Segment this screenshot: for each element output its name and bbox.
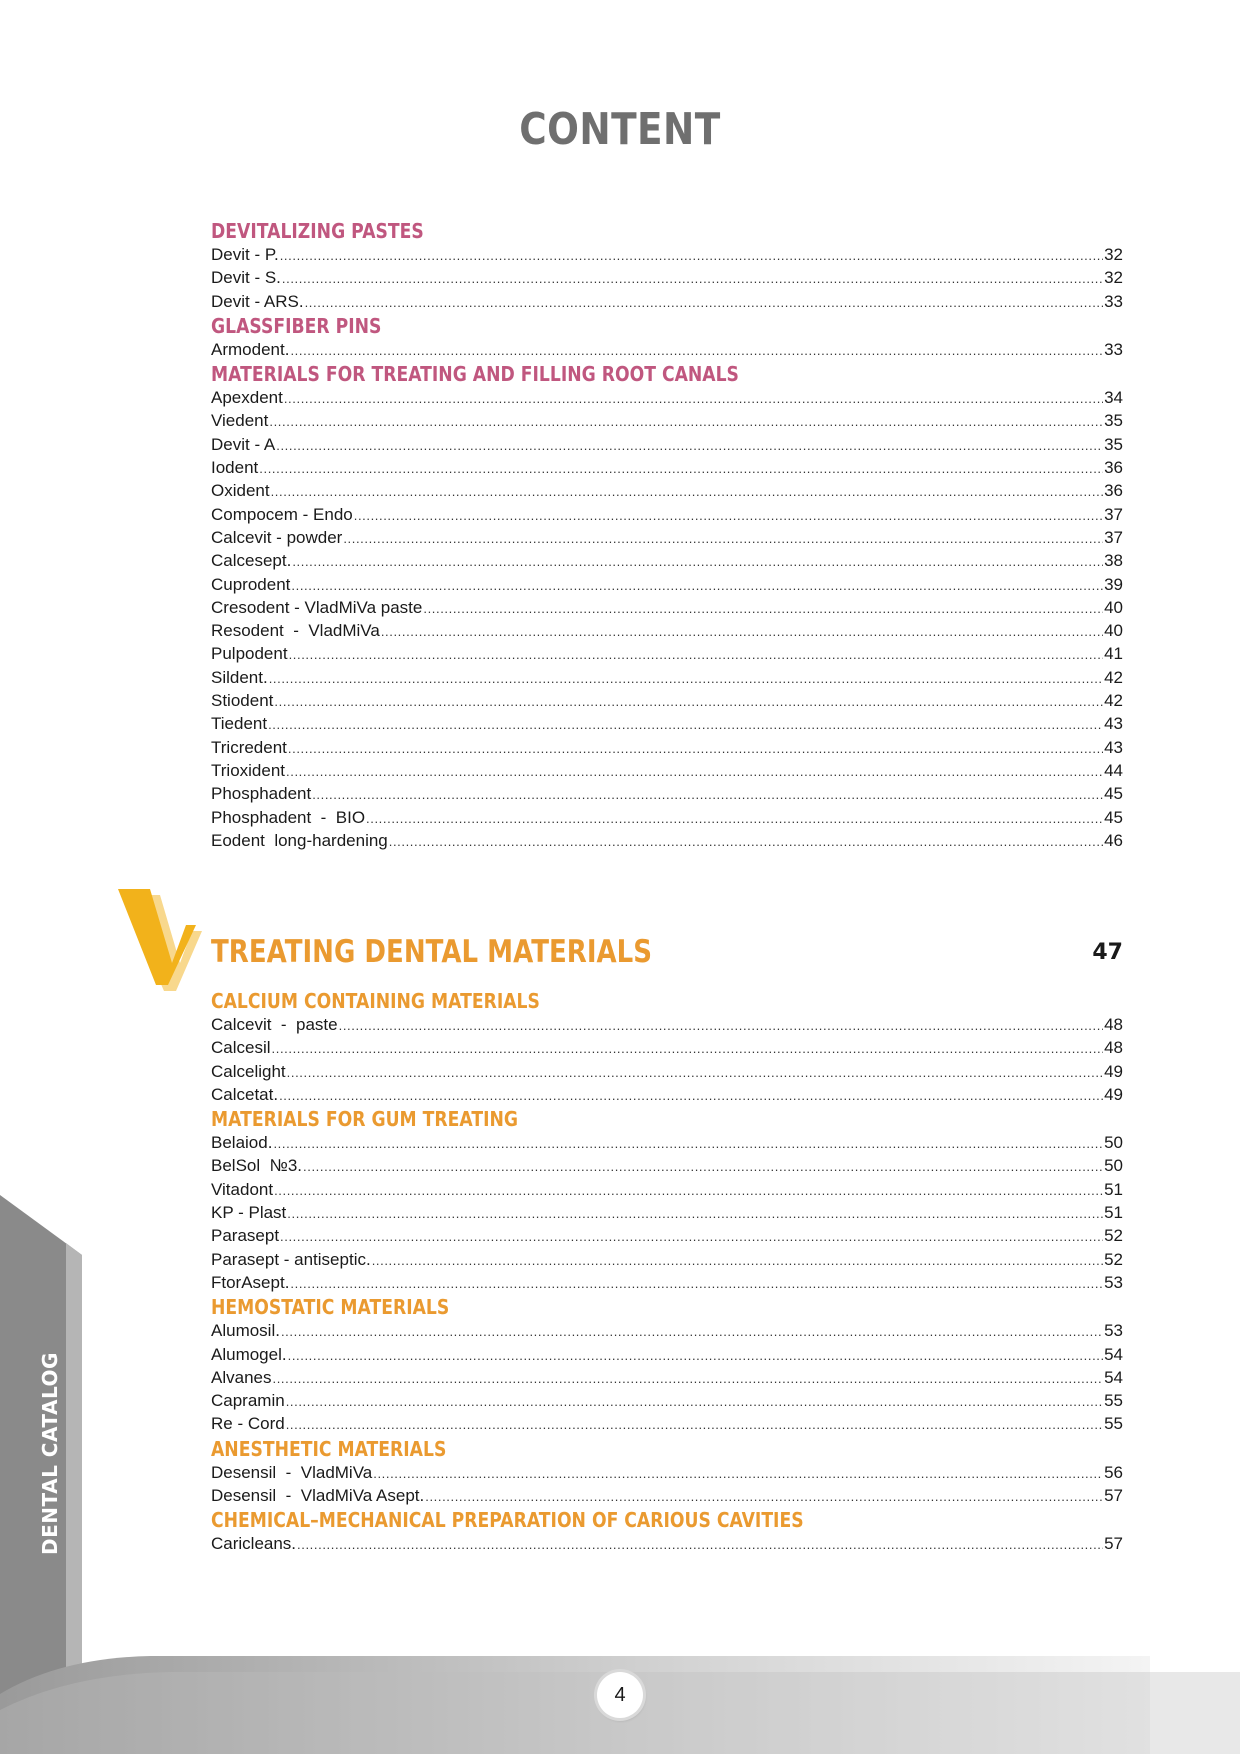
- toc-leader-dots: [274, 690, 1103, 713]
- toc-entry[interactable]: [211, 782, 1123, 805]
- toc-entry[interactable]: [211, 1271, 1123, 1294]
- toc-entry-name: Calcelight: [211, 1061, 286, 1081]
- page-title: CONTENT: [519, 104, 721, 155]
- toc-entry-name: Cresodent - VladMiVa paste: [211, 597, 423, 617]
- toc-entry-page: 37: [1104, 504, 1123, 524]
- toc-leader-dots: [312, 783, 1103, 806]
- toc-entry-name: Re - Cord: [211, 1414, 285, 1434]
- toc-entry[interactable]: [211, 806, 1123, 829]
- toc-entry-page: 52: [1104, 1249, 1123, 1269]
- toc-bottom-block: [211, 988, 1123, 1556]
- toc-entry[interactable]: [211, 1248, 1123, 1271]
- toc-entry[interactable]: [211, 338, 1123, 361]
- toc-entry[interactable]: [211, 736, 1123, 759]
- toc-entry[interactable]: [211, 1013, 1123, 1036]
- toc-entry-name: Alumosil.: [211, 1321, 280, 1341]
- toc-leader-dots: [269, 667, 1103, 690]
- toc-entry-page: 45: [1104, 807, 1123, 827]
- toc-leader-dots: [281, 1320, 1103, 1343]
- toc-entry-page: 43: [1104, 714, 1123, 734]
- toc-entry-page: 45: [1104, 784, 1123, 804]
- toc-entry-name: Calcetat.: [211, 1084, 279, 1104]
- toc-entry-page: 32: [1104, 245, 1123, 264]
- toc-entry-page: 53: [1104, 1272, 1123, 1292]
- toc-leader-dots: [425, 1485, 1103, 1508]
- toc-entry[interactable]: [211, 666, 1123, 689]
- toc-leader-dots: [276, 434, 1103, 457]
- toc-leader-dots: [289, 643, 1104, 666]
- toc-entry[interactable]: [211, 479, 1123, 502]
- toc-entry-name: Parasept: [211, 1226, 280, 1246]
- toc-entry[interactable]: [211, 1319, 1123, 1342]
- toc-entry-page: 54: [1104, 1367, 1123, 1387]
- toc-leader-dots: [343, 527, 1103, 550]
- toc-entry-page: 33: [1104, 291, 1123, 311]
- toc-leader-dots: [269, 410, 1103, 433]
- toc-leader-dots: [372, 1249, 1103, 1272]
- main-section-page: 47: [1092, 940, 1123, 965]
- toc-entry-name: Tricredent: [211, 737, 287, 757]
- toc-entry-name: Stiodent: [211, 691, 274, 711]
- toc-entry[interactable]: [211, 1484, 1123, 1507]
- toc-entry-page: 50: [1104, 1156, 1123, 1176]
- toc-entry[interactable]: [211, 503, 1123, 526]
- toc-entry-name: Oxident: [211, 481, 270, 501]
- toc-entry-name: Phosphadent: [211, 784, 312, 804]
- toc-entry-page: 51: [1104, 1203, 1123, 1223]
- toc-entry[interactable]: [211, 573, 1123, 596]
- toc-entry-page: 46: [1104, 830, 1123, 850]
- toc-entry[interactable]: [211, 266, 1123, 289]
- toc-entry-page: 36: [1104, 481, 1123, 501]
- toc-leader-dots: [287, 1202, 1103, 1225]
- toc-leader-dots: [279, 1084, 1103, 1107]
- toc-entry-name: Devit - A: [211, 434, 276, 454]
- toc-leader-dots: [284, 387, 1103, 410]
- toc-entry-page: 39: [1104, 574, 1123, 594]
- toc-entry-name: KP - Plast: [211, 1203, 287, 1223]
- toc-entry-page: 33: [1104, 339, 1123, 359]
- toc-entry-page: 42: [1104, 691, 1123, 711]
- toc-entry-page: 48: [1104, 1015, 1123, 1034]
- toc-entry-name: BelSol №3.: [211, 1156, 303, 1176]
- toc-entry[interactable]: [211, 759, 1123, 782]
- toc-entry[interactable]: [211, 1036, 1123, 1059]
- toc-entry-name: Alumogel.: [211, 1344, 287, 1364]
- toc-entry-name: Iodent: [211, 458, 259, 478]
- toc-entry-name: Apexdent: [211, 388, 283, 408]
- toc-leader-dots: [280, 1225, 1103, 1248]
- toc-leader-dots: [280, 244, 1103, 267]
- toc-leader-dots: [287, 1061, 1103, 1084]
- toc-entry-page: 53: [1104, 1321, 1123, 1341]
- toc-entry[interactable]: [211, 290, 1123, 313]
- toc-leader-dots: [272, 1367, 1103, 1390]
- toc-entry-page: 42: [1104, 667, 1123, 687]
- toc-leader-dots: [272, 1037, 1104, 1060]
- toc-entry[interactable]: [211, 619, 1123, 642]
- toc-leader-dots: [290, 1272, 1103, 1295]
- toc-entry[interactable]: [211, 1131, 1123, 1154]
- toc-entry[interactable]: [211, 409, 1123, 432]
- toc-entry-page: 40: [1104, 597, 1123, 617]
- toc-entry-page: 55: [1104, 1414, 1123, 1434]
- toc-entry-page: 49: [1104, 1084, 1123, 1104]
- toc-leader-dots: [305, 291, 1103, 314]
- toc-entry-name: Sildent.: [211, 667, 268, 687]
- toc-top-block: [211, 218, 1123, 852]
- toc-entry-name: FtorAsept.: [211, 1272, 290, 1292]
- toc-entry-name: Phosphadent - BIO: [211, 807, 366, 827]
- toc-entry[interactable]: [211, 526, 1123, 549]
- toc-leader-dots: [288, 1344, 1103, 1367]
- toc-section-heading: CHEMICAL–MECHANICAL PREPARATION OF CARIOUS CAVITIES: [211, 1508, 804, 1533]
- toc-leader-dots: [381, 620, 1103, 643]
- toc-entry-name: Calcevit - paste: [211, 1015, 338, 1034]
- toc-entry[interactable]: [211, 1224, 1123, 1247]
- toc-entry-name: Belaiod.: [211, 1133, 273, 1153]
- toc-entry-page: 54: [1104, 1344, 1123, 1364]
- toc-section-heading: MATERIALS FOR GUM TREATING: [211, 1107, 519, 1132]
- toc-entry-page: 35: [1104, 411, 1123, 431]
- toc-entry-page: 57: [1104, 1486, 1123, 1506]
- toc-leader-dots: [366, 807, 1103, 830]
- toc-leader-dots: [291, 574, 1103, 597]
- toc-leader-dots: [273, 1132, 1103, 1155]
- v-logo-icon: [116, 885, 202, 991]
- toc-entry[interactable]: [211, 1366, 1123, 1389]
- toc-entry-page: 44: [1104, 760, 1123, 780]
- toc-entry-page: 41: [1104, 644, 1123, 664]
- toc-leader-dots: [297, 1533, 1103, 1556]
- toc-entry[interactable]: [211, 1343, 1123, 1366]
- toc-leader-dots: [282, 267, 1103, 290]
- toc-entry-page: 35: [1104, 434, 1123, 454]
- toc-entry-name: Devit - S.: [211, 268, 281, 288]
- toc-leader-dots: [286, 1413, 1103, 1436]
- toc-entry-page: 49: [1104, 1061, 1123, 1081]
- toc-entry[interactable]: [211, 1178, 1123, 1201]
- toc-section-heading: MATERIALS FOR TREATING AND FILLING ROOT CANALS: [211, 362, 739, 387]
- toc-entry-name: Armodent.: [211, 339, 290, 359]
- toc-entry-name: Vitadont: [211, 1179, 274, 1199]
- toc-entry[interactable]: [211, 1083, 1123, 1106]
- toc-entry[interactable]: [211, 433, 1123, 456]
- toc-entry-page: 50: [1104, 1133, 1123, 1153]
- toc-leader-dots: [274, 1179, 1103, 1202]
- toc-entry[interactable]: [211, 386, 1123, 409]
- toc-entry-name: Calcesept.: [211, 551, 292, 571]
- toc-entry-page: 57: [1104, 1534, 1123, 1554]
- toc-entry-page: 32: [1104, 268, 1123, 288]
- toc-entry-name: Alvanes: [211, 1367, 272, 1387]
- toc-leader-dots: [292, 550, 1103, 573]
- main-section-title: TREATING DENTAL MATERIALS: [211, 934, 653, 970]
- toc-leader-dots: [286, 760, 1103, 783]
- toc-leader-dots: [286, 1390, 1103, 1413]
- toc-entry-page: 51: [1104, 1179, 1123, 1199]
- toc-entry-name: Tiedent: [211, 714, 268, 734]
- toc-leader-dots: [389, 830, 1103, 853]
- toc-entry-page: 55: [1104, 1391, 1123, 1411]
- toc-entry-name: Desensil - VladMiVa Asept.: [211, 1486, 425, 1506]
- toc-entry-page: 38: [1104, 551, 1123, 571]
- toc-entry[interactable]: [211, 456, 1123, 479]
- toc-entry[interactable]: [211, 689, 1123, 712]
- toc-entry-name: Viedent: [211, 411, 269, 431]
- toc-entry-name: Cuprodent: [211, 574, 291, 594]
- toc-entry[interactable]: [211, 1201, 1123, 1224]
- toc-entry[interactable]: [211, 596, 1123, 619]
- toc-entry-name: Pulpodent: [211, 644, 288, 664]
- toc-leader-dots: [271, 480, 1103, 503]
- toc-entry-page: 56: [1104, 1462, 1123, 1482]
- page-number: 4: [597, 1672, 643, 1718]
- toc-entry-name: Trioxident: [211, 760, 286, 780]
- toc-entry-page: 37: [1104, 527, 1123, 547]
- toc-leader-dots: [423, 597, 1103, 620]
- toc-entry[interactable]: [211, 243, 1123, 266]
- toc-entry-page: 52: [1104, 1226, 1123, 1246]
- toc-section-heading: CALCIUM CONTAINING MATERIALS: [211, 989, 540, 1013]
- toc-leader-dots: [290, 339, 1103, 362]
- toc-section-heading: ANESTHETIC MATERIALS: [211, 1436, 447, 1461]
- toc-entry-name: Devit - P.: [211, 245, 279, 264]
- toc-entry[interactable]: [211, 642, 1123, 665]
- toc-section-heading: HEMOSTATIC MATERIALS: [211, 1295, 450, 1320]
- toc-entry[interactable]: [211, 1461, 1123, 1484]
- toc-entry-name: Caricleans.: [211, 1534, 297, 1554]
- toc-entry-name: Devit - ARS.: [211, 291, 304, 311]
- toc-leader-dots: [268, 713, 1103, 736]
- toc-entry-page: 43: [1104, 737, 1123, 757]
- toc-entry-page: 48: [1104, 1038, 1123, 1058]
- toc-entry-page: 36: [1104, 458, 1123, 478]
- toc-leader-dots: [259, 457, 1103, 480]
- toc-section-heading: DEVITALIZING PASTES: [211, 219, 424, 243]
- toc-entry-name: Desensil - VladMiVa: [211, 1462, 373, 1482]
- toc-entry-name: Capramin: [211, 1391, 285, 1411]
- toc-entry-name: Parasept - antiseptic.: [211, 1249, 371, 1269]
- toc-leader-dots: [303, 1155, 1103, 1178]
- toc-entry[interactable]: [211, 1389, 1123, 1412]
- toc-entry-name: Eodent long-hardening: [211, 830, 388, 850]
- toc-entry-name: Calcevit - powder: [211, 527, 343, 547]
- toc-leader-dots: [288, 737, 1103, 760]
- sidebar-label: DENTAL CATALOG: [38, 1352, 62, 1555]
- toc-entry[interactable]: [211, 1154, 1123, 1177]
- toc-entry-name: Calcesil: [211, 1038, 271, 1058]
- toc-entry[interactable]: [211, 1060, 1123, 1083]
- toc-entry-page: 34: [1104, 388, 1123, 408]
- toc-section-heading: GLASSFIBER PINS: [211, 313, 382, 338]
- toc-entry-name: Resodent - VladMiVa: [211, 621, 380, 641]
- toc-entry[interactable]: [211, 1532, 1123, 1555]
- toc-leader-dots: [339, 1014, 1103, 1037]
- toc-leader-dots: [373, 1462, 1103, 1485]
- toc-entry[interactable]: [211, 1412, 1123, 1435]
- toc-entry[interactable]: [211, 829, 1123, 852]
- toc-entry-page: 40: [1104, 621, 1123, 641]
- toc-entry[interactable]: [211, 549, 1123, 572]
- toc-entry[interactable]: [211, 712, 1123, 735]
- toc-entry-name: Compocem - Endo: [211, 504, 353, 524]
- toc-leader-dots: [354, 504, 1103, 527]
